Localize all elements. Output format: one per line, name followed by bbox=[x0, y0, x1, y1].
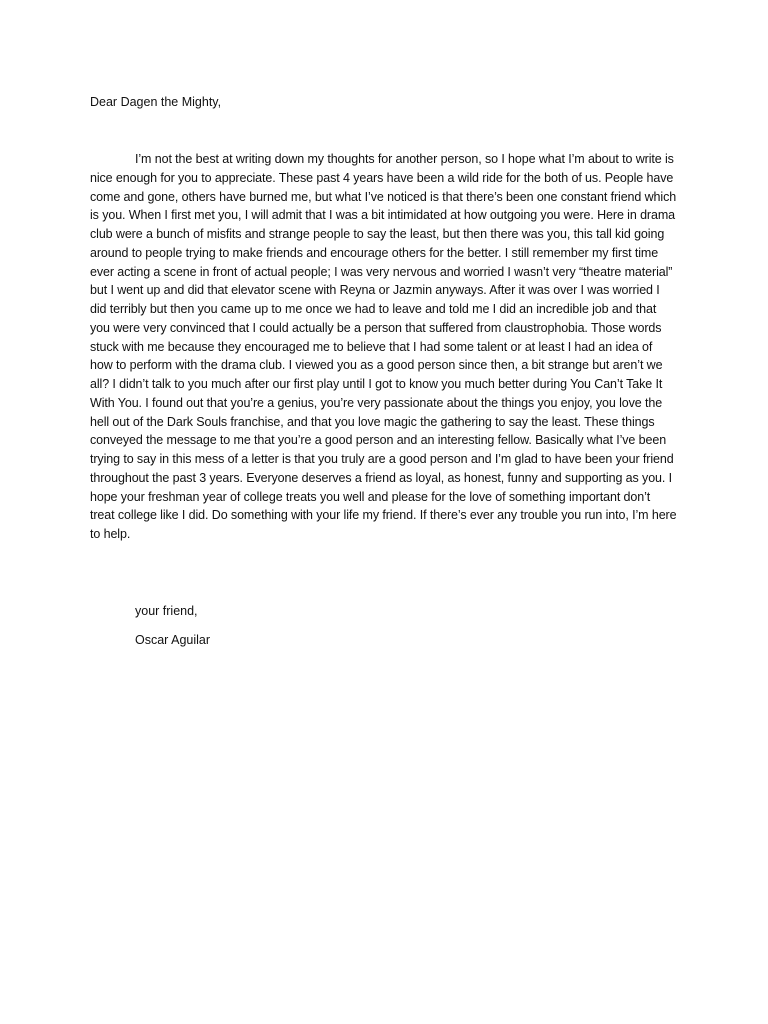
letter-signature: Oscar Aguilar bbox=[135, 633, 211, 647]
letter-body-paragraph: I’m not the best at writing down my thoughts for another person, so I hope what I’m about to write is nice enough for you to appreciate. These past 4 years have been a wild ride for the both of us. People have come and gone, others have burned me, but what I’ve noticed is that there’s been one constant friend which is you. When I first met you, I will admit that I was a bit intimidated at how outgoing you were. Here in drama club were a bunch of misfits and strange people to say the least, but then there was you, this tall kid going around to people trying to make friends and encourage others for the better. I still remember my first time ever acting a scene in front of actual people; I was very nervous and worried I wasn’t very “theatre material” but I went up and did that elevator scene with Reyna or Jazmin anyways. After it was over I was worried I did terribly but then you came up to me once we had to leave and told me I did an incredible job and that you were very convinced that I could actually be a person that suffered from claustrophobia. Those words stuck with me because they encouraged me to believe that I had some talent or at least I had an idea of how to perform with the drama club. I viewed you as a good person since then, a bit strange but aren’t we all? I didn’t talk to you much after our first play until I got to know you much better during You Can’t Take It With You. I found out that you’re a genius, you’re very passionate about the things you enjoy, you love the hell out of the Dark Souls franchise, and that you love magic the gathering to say the least. These things conveyed the message to me that you’re a good person and an interesting fellow. Basically what I’ve been trying to say in this mess of a letter is that you truly are a good person and I’m glad to have been your friend throughout the past 3 years. Everyone deserves a friend as loyal, as honest, funny and supporting as you. I hope your freshman year of college treats you well and please for the love of something important don’t treat college like I did. Do something with your life my friend. If there’s ever any trouble you run into, I’m here to help. bbox=[90, 152, 677, 541]
letter-salutation: Dear Dagen the Mighty, bbox=[90, 95, 222, 109]
letter-closing: your friend, bbox=[135, 604, 198, 618]
